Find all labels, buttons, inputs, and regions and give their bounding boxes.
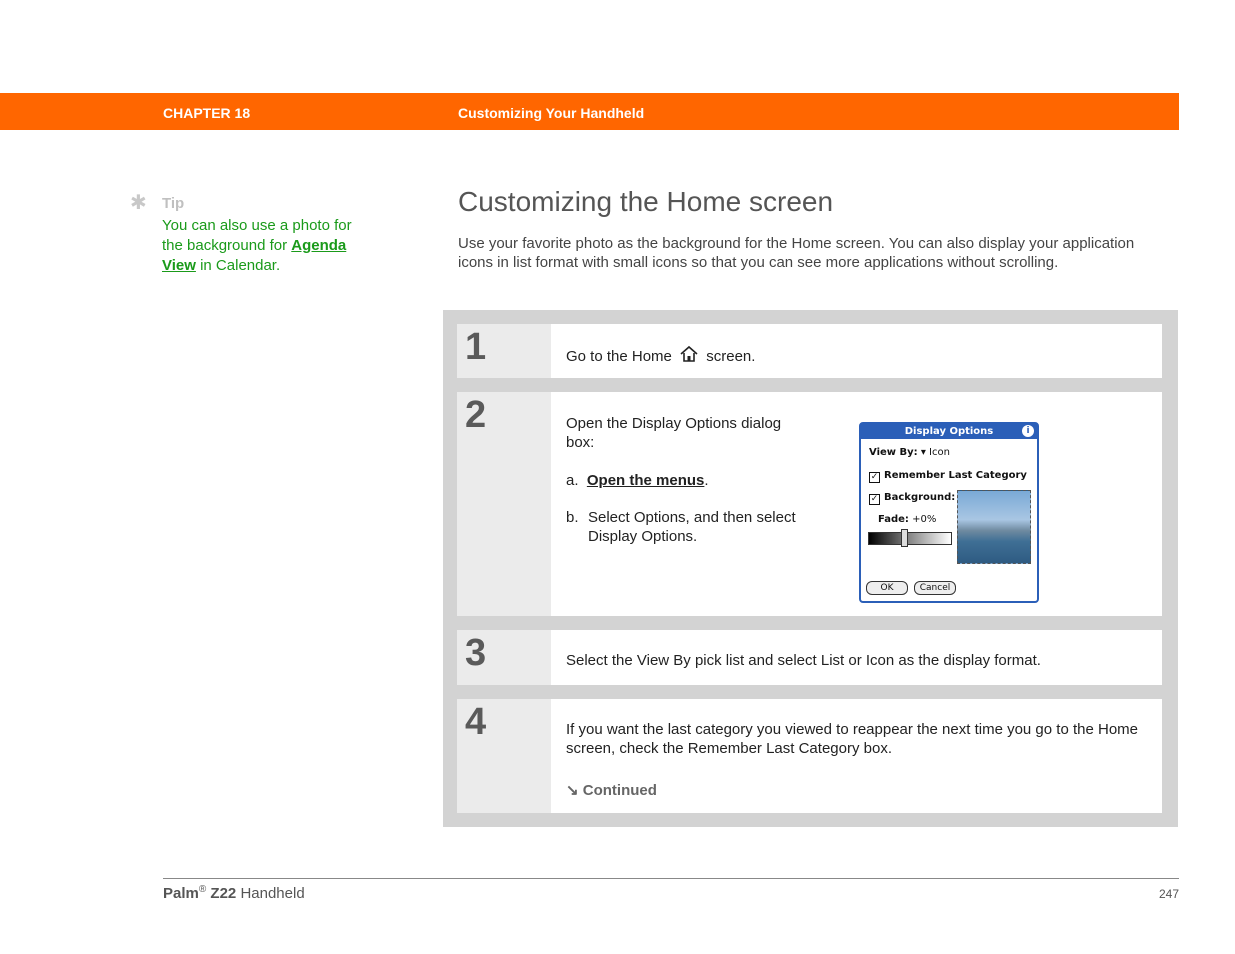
arrow-down-right-icon: ↘ <box>566 782 579 799</box>
remember-checkbox[interactable]: ✓ <box>870 472 879 482</box>
step-body <box>566 345 1148 368</box>
fade-label: Fade: <box>878 514 909 525</box>
remember-row[interactable] <box>869 470 1027 483</box>
substep-a-marker: a. <box>566 472 579 489</box>
substep-b-text: Select Options, and then select Display Options. <box>588 509 796 545</box>
step-2-intro: Open the Display Options dialog box: <box>566 415 782 451</box>
step-1-text-after: screen. <box>706 348 756 365</box>
home-icon <box>679 345 699 368</box>
footer-brand: Palm <box>163 885 199 902</box>
open-menus-link[interactable]: Open the menus <box>586 472 705 489</box>
footer-divider <box>163 878 1179 879</box>
display-options-dialog <box>859 422 1039 603</box>
step-number: 3 <box>465 632 487 674</box>
dialog-title: Display Options <box>861 424 1037 439</box>
fade-row <box>878 514 936 525</box>
step-number-column <box>457 699 551 813</box>
background-photo-thumbnail[interactable] <box>957 490 1031 564</box>
asterisk-icon: ✱ <box>130 192 147 214</box>
footer-product-name: Handheld <box>240 885 305 902</box>
chapter-header-bar <box>0 93 1179 130</box>
step-4-text: If you want the last category you viewed to reappear the next time you go to the Home screen, check the Remember Last Category box. <box>566 721 1138 757</box>
fade-slider-thumb[interactable] <box>901 529 908 547</box>
substep-b <box>566 508 806 546</box>
tip-text <box>162 216 367 276</box>
page-title: Customizing the Home screen <box>458 186 834 217</box>
registered-mark: ® <box>198 884 207 895</box>
substep-a <box>566 471 806 490</box>
step-number-column <box>457 392 551 616</box>
steps-panel <box>443 310 1178 827</box>
step-number: 4 <box>465 701 487 743</box>
step-number-column <box>457 630 551 685</box>
tip-text-after: in Calendar. <box>195 257 281 274</box>
agenda-view-link[interactable]: Agenda View <box>162 237 347 274</box>
continued-indicator <box>566 781 657 799</box>
chapter-title: Customizing Your Handheld <box>458 105 645 121</box>
chapter-number: CHAPTER 18 <box>163 105 251 121</box>
info-icon[interactable]: i <box>1022 425 1034 437</box>
background-checkbox[interactable]: ✓ <box>870 494 879 504</box>
footer-product <box>163 884 305 902</box>
footer-model: Z22 <box>210 885 237 902</box>
step-2 <box>457 392 1162 616</box>
continued-label: Continued <box>582 782 657 799</box>
tip-label: Tip <box>162 195 185 212</box>
page-number: 247 <box>1158 887 1179 901</box>
background-row[interactable] <box>869 492 955 505</box>
substep-b-marker: b. <box>566 509 579 526</box>
fade-value: +0% <box>912 514 937 525</box>
tip-text-before: You can also use a photo for the background for <box>162 217 352 254</box>
view-by-value[interactable]: Icon <box>929 447 950 458</box>
step-number: 1 <box>465 326 487 368</box>
cancel-button[interactable]: Cancel <box>914 581 956 595</box>
remember-label: Remember Last Category <box>884 470 1027 481</box>
view-by-label: View By: <box>869 447 918 458</box>
dropdown-triangle-icon[interactable]: ▾ <box>920 447 926 458</box>
step-1 <box>457 324 1162 378</box>
step-3 <box>457 630 1162 685</box>
background-label: Background: <box>884 492 956 503</box>
substep-a-after: . <box>704 472 709 489</box>
step-4 <box>457 699 1162 813</box>
fade-slider[interactable] <box>868 532 952 545</box>
intro-paragraph: Use your favorite photo as the background for the Home screen. You can also display your application icons in list format with small icons so that you can see more applications without scrolling. <box>458 235 1135 271</box>
step-3-text: Select the View By pick list and select List or Icon as the display format. <box>566 652 1041 669</box>
step-body <box>566 414 806 546</box>
view-by-row <box>869 447 950 458</box>
step-number: 2 <box>465 394 487 436</box>
step-1-text-before: Go to the Home <box>566 348 672 365</box>
step-number-column <box>457 324 551 378</box>
ok-button[interactable]: OK <box>866 581 908 595</box>
